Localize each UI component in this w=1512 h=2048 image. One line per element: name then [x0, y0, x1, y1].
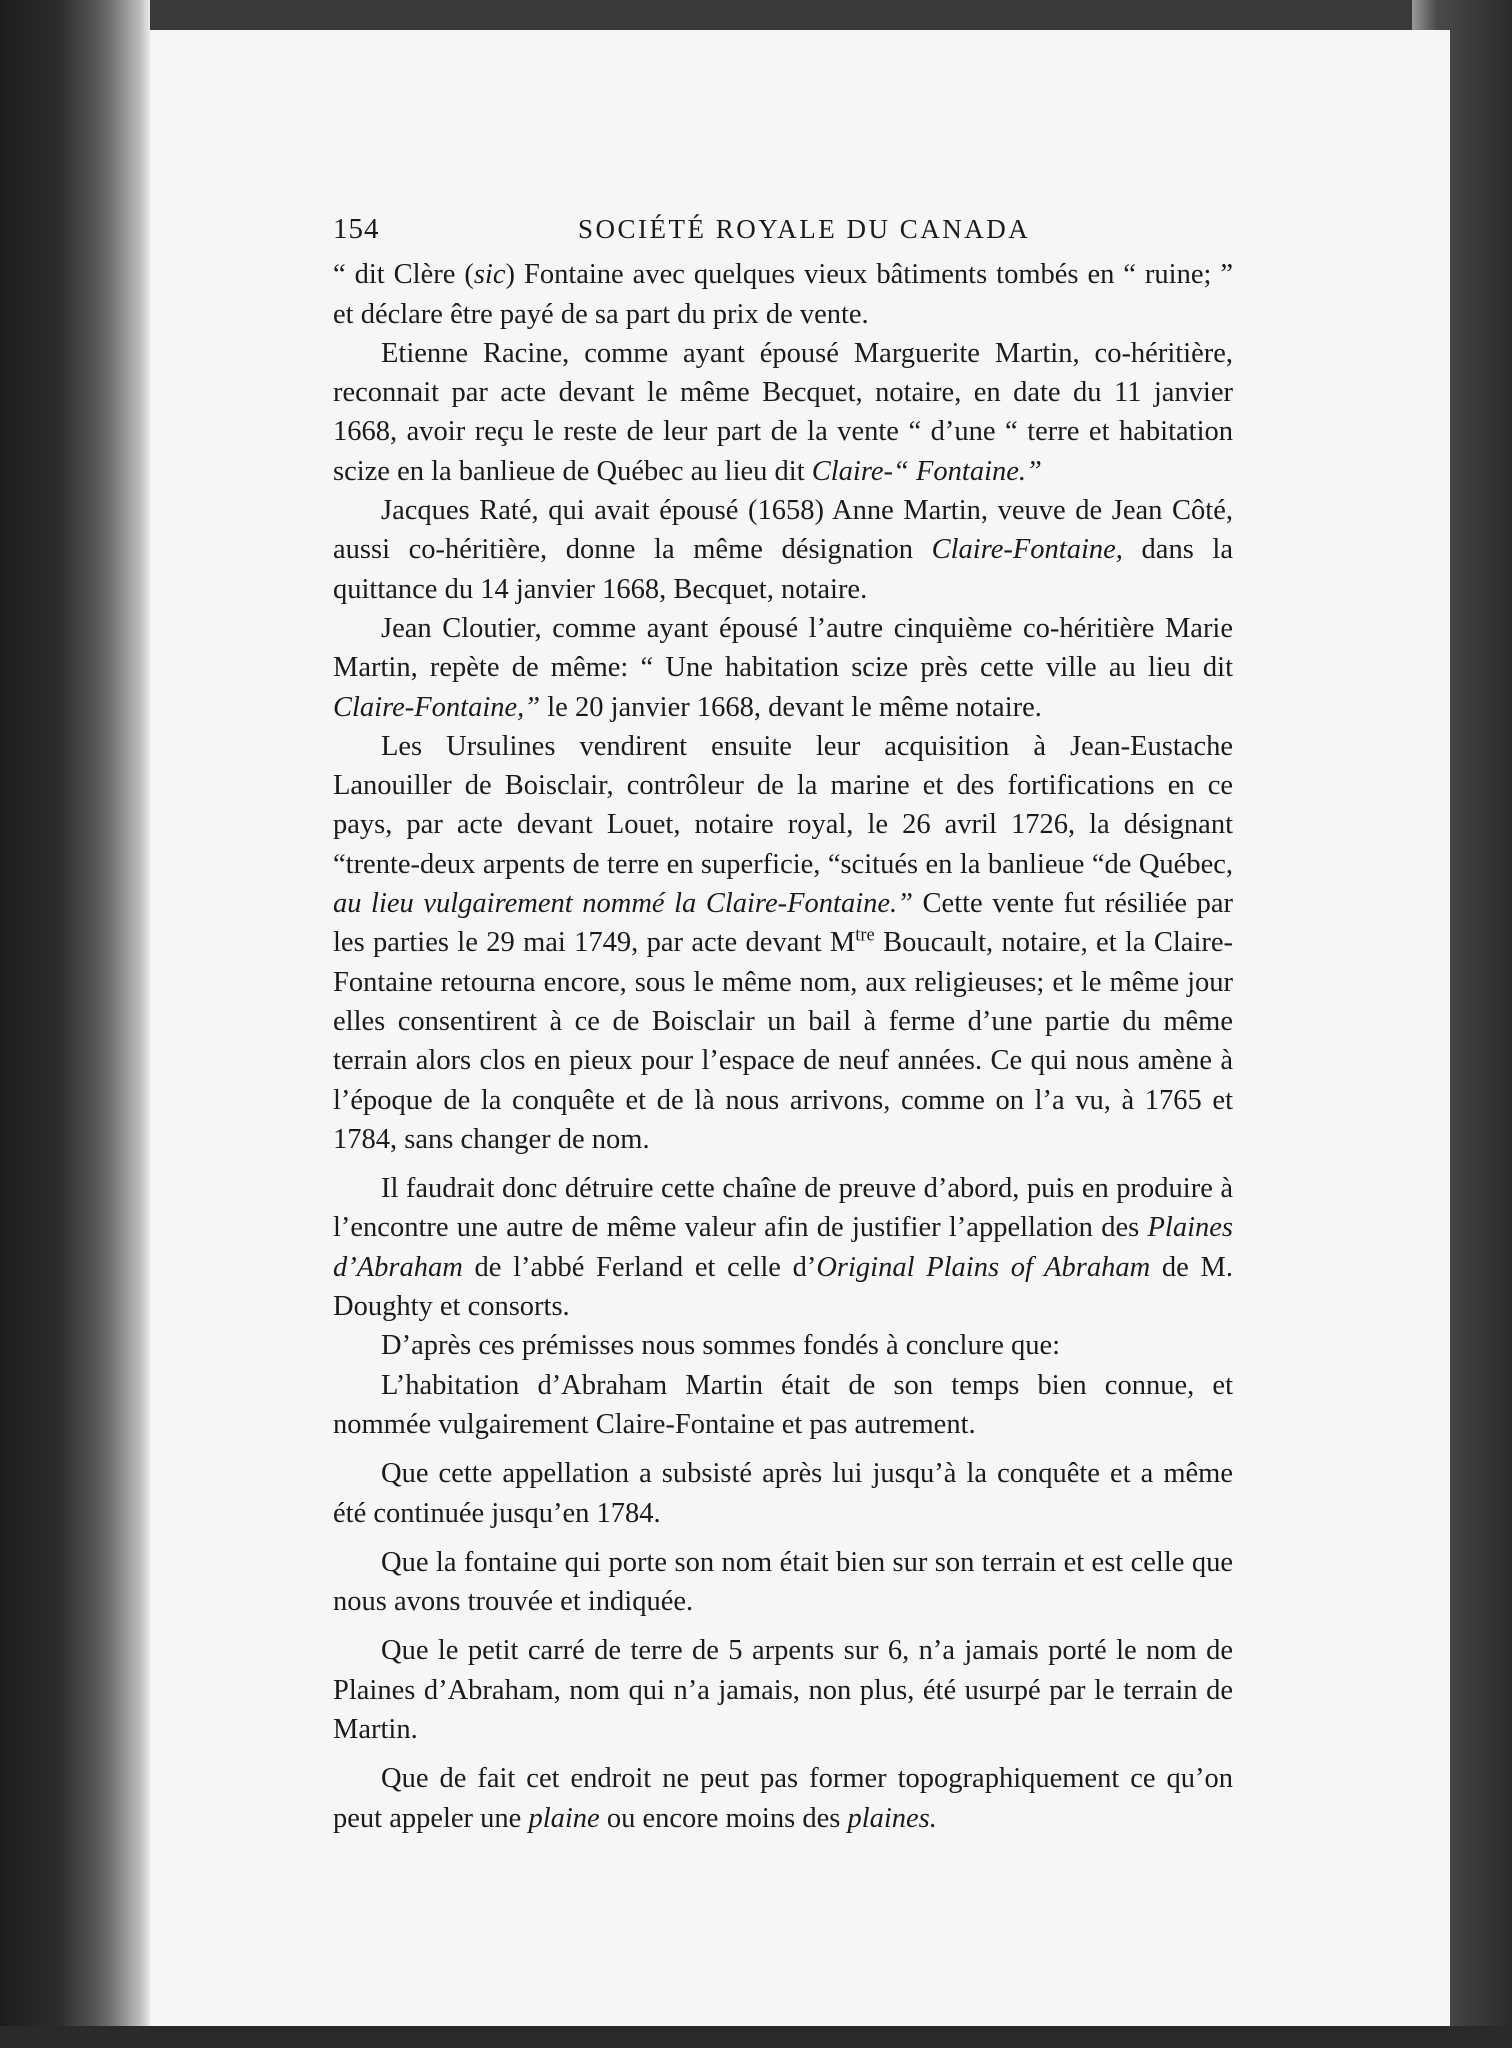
text-run: dans la quittance du 14 janvier 1668, Becquet, notaire. — [333, 534, 1233, 605]
italic-text: Claire-Fontaine,” — [333, 691, 541, 723]
text-run: ou encore moins des — [599, 1802, 848, 1834]
text-run: Il faudrait donc détruire cette chaîne de preuve d’abord, puis en produire à l’encontre une autre de même valeur afin de justifier l’appellation des — [333, 1173, 1233, 1244]
text-run: de l’abbé Ferland et celle d’ — [462, 1251, 817, 1283]
paragraph — [333, 1454, 1233, 1533]
italic-text: Plaines d’Abraham — [333, 1212, 1233, 1283]
italic-text: Claire-Fontaine, — [931, 534, 1123, 566]
text-run: Jean Cloutier, comme ayant épousé l’autre cinquième co-héritière Marie Martin, repète de même: “ Une habitation scize près cette ville au lieu dit — [333, 612, 1233, 684]
italic-text: plaines. — [847, 1802, 937, 1834]
paragraph — [333, 1366, 1233, 1445]
paragraph — [333, 1543, 1233, 1622]
italic-text: au lieu vulgairement nommé la Claire-Fontaine.” — [333, 888, 913, 920]
page-number: 154 — [333, 213, 380, 245]
text-run: Que de fait cet endroit ne peut pas former topographiquement ce qu’on peut appeler une — [333, 1763, 1233, 1834]
text-run: Boucault, notaire, et la Claire-Fontaine retourna encore, sous le même nom, aux religieuses; et le même jour elles consentirent à ce de Boisclair un bail à ferme d’une partie du même terrain alors clos en pieux pour l’espace de neuf années. Ce qui nous amène à l’époque de la conquête et de là nous arrivons, comme on l’a vu, à 1765 et 1784, sans changer de nom. — [333, 927, 1233, 1155]
book-page — [150, 30, 1450, 2028]
text-run: le 20 janvier 1668, devant le même notaire. — [540, 691, 1042, 723]
text-run: D’après ces prémisses nous sommes fondés à conclure que: — [381, 1330, 1061, 1362]
italic-text: Claire-“ Fontaine.” — [811, 455, 1042, 487]
paragraph — [333, 1169, 1233, 1326]
text-run: Que le petit carré de terre de 5 arpents sur 6, n’a jamais porté le nom de Plaines d’Abraham, nom qui n’a jamais, non plus, été usurpé par le terrain de Martin. — [333, 1635, 1233, 1745]
page-content — [333, 210, 1233, 1838]
paragraph — [333, 727, 1233, 1159]
scan-binding-shadow — [0, 0, 150, 2048]
paragraph — [333, 491, 1233, 609]
paragraph — [333, 255, 1233, 334]
paragraph — [333, 1759, 1233, 1838]
text-run: ) Fontaine avec quelques vieux bâtiments tombés en “ ruine; ” et déclare être payé de sa part du prix de vente. — [333, 259, 1233, 330]
text-run: Etienne Racine, comme ayant épousé Marguerite Martin, co-héritière, reconnait par acte devant le même Becquet, notaire, en date du 11 janvier 1668, avoir reçu le reste de leur part de la vente “ d’une “ terre et habitation scize en la banlieue de Québec au lieu dit — [333, 337, 1233, 487]
superscript-text: tre — [855, 924, 875, 946]
text-run: Jacques Raté, qui avait épousé (1658) Anne Martin, veuve de Jean Côté, aussi co-héritière, donne la même désignation — [333, 495, 1233, 566]
paragraph — [333, 1631, 1233, 1749]
text-run: Les Ursulines vendirent ensuite leur acquisition à Jean-Eustache Lanouiller de Boisclair, contrôleur de la marine et des fortifications en ce pays, par acte devant Louet, notaire royal, le 26 avril 1726, la désignant “trente-deux arpents de terre en superficie, “scitués en la banlieue “de Québec, — [333, 730, 1233, 880]
paragraph — [333, 1326, 1233, 1365]
running-title: SOCIÉTÉ ROYALE DU CANADA — [578, 214, 1031, 244]
text-run: de M. Doughty et consorts. — [333, 1251, 1233, 1323]
text-run: “ dit Clère ( — [333, 259, 474, 291]
text-run: Cette vente fut résiliée par les parties le 29 mai 1749, par acte devant M — [333, 888, 1233, 959]
text-run: Que la fontaine qui porte son nom était bien sur son terrain et est celle que nous avons trouvée et indiquée. — [333, 1546, 1233, 1618]
scan-bottom-edge — [0, 2026, 1512, 2048]
running-head — [333, 210, 1233, 249]
paragraph — [333, 609, 1233, 727]
italic-text: Original Plains of Abraham — [816, 1251, 1151, 1283]
text-run: Que cette appellation a subsisté après lui jusqu’à la conquête et a même été continuée jusqu’en 1784. — [333, 1458, 1233, 1529]
text-run: L’habitation d’Abraham Martin était de son temps bien connue, et nommée vulgairement Claire-Fontaine et pas autrement. — [333, 1369, 1233, 1440]
italic-text: sic — [473, 259, 506, 291]
italic-text: plaine — [528, 1802, 600, 1834]
body-text — [333, 255, 1233, 1838]
paragraph — [333, 334, 1233, 491]
